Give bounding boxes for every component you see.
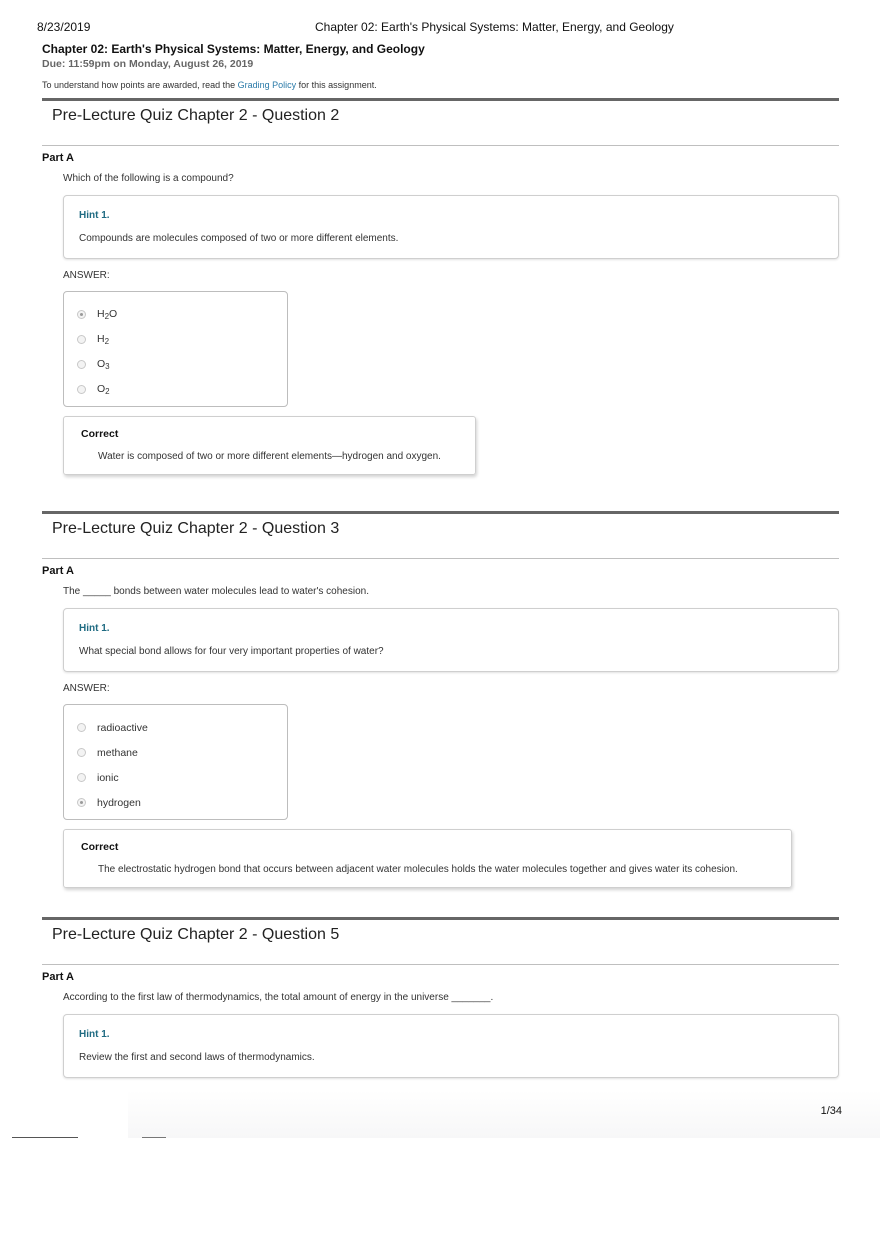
radio-button[interactable] [77, 335, 86, 344]
question-title-rule [42, 145, 839, 146]
question-block [42, 511, 839, 888]
answer-option[interactable] [77, 352, 275, 377]
answer-option[interactable] [77, 377, 275, 402]
page-number: 1/34 [820, 1105, 842, 1117]
footer-fade [128, 1090, 880, 1138]
radio-button-selected[interactable] [77, 310, 86, 319]
answer-options [63, 291, 288, 407]
answer-option[interactable] [77, 765, 275, 790]
answer-option[interactable] [77, 740, 275, 765]
feedback-text: Water is composed of two or more different elements—hydrogen and oxygen. [98, 451, 441, 462]
assignment-title: Chapter 02: Earth's Physical Systems: Matter, Energy, and Geology [42, 42, 425, 56]
grading-policy-link[interactable]: Grading Policy [237, 80, 297, 90]
question-prompt: According to the first law of thermodynamics, the total amount of energy in the universe _______. [63, 992, 494, 1003]
option-label: hydrogen [97, 796, 141, 809]
hint-box[interactable] [63, 195, 839, 259]
hint-text: Compounds are molecules composed of two or more different elements. [79, 233, 399, 244]
question-block [42, 917, 839, 1078]
question-title: Pre-Lecture Quiz Chapter 2 - Question 5 [52, 926, 340, 943]
print-date: 8/23/2019 [37, 20, 91, 34]
feedback-box [63, 829, 792, 888]
feedback-box [63, 416, 476, 475]
question-prompt: Which of the following is a compound? [63, 173, 234, 184]
footer-rule [12, 1137, 78, 1138]
question-title-rule [42, 558, 839, 559]
answer-option[interactable] [77, 715, 275, 740]
hint-text: Review the first and second laws of thermodynamics. [79, 1052, 315, 1063]
radio-button[interactable] [77, 385, 86, 394]
footer-rule [142, 1137, 166, 1138]
hint-label[interactable]: Hint 1. [79, 1029, 110, 1040]
question-block [42, 98, 839, 475]
radio-button-selected[interactable] [77, 798, 86, 807]
hint-box[interactable] [63, 1014, 839, 1078]
part-label: Part A [42, 971, 74, 983]
option-label: $O_2$ [97, 383, 110, 396]
grading-policy-note [42, 80, 377, 90]
option-label: $O_3$ [97, 358, 110, 371]
question-prompt: The _____ bonds between water molecules lead to water's cohesion. [63, 586, 369, 597]
hint-text: What special bond allows for four very important properties of water? [79, 646, 384, 657]
policy-suffix: for this assignment. [296, 80, 377, 90]
feedback-label: Correct [81, 428, 119, 440]
question-title: Pre-Lecture Quiz Chapter 2 - Question 3 [52, 520, 340, 537]
print-title: Chapter 02: Earth's Physical Systems: Matter, Energy, and Geology [315, 20, 674, 34]
print-header [37, 20, 880, 36]
hint-label[interactable]: Hint 1. [79, 210, 110, 221]
radio-button[interactable] [77, 748, 86, 757]
question-title-rule [42, 964, 839, 965]
radio-button[interactable] [77, 360, 86, 369]
option-label: $H_2$ [97, 333, 110, 346]
option-label: methane [97, 746, 138, 759]
radio-button[interactable] [77, 773, 86, 782]
option-label: ionic [97, 771, 119, 784]
option-label: radioactive [97, 721, 148, 734]
answer-option[interactable] [77, 790, 275, 815]
due-date: Due: 11:59pm on Monday, August 26, 2019 [42, 58, 254, 70]
feedback-text: The electrostatic hydrogen bond that occurs between adjacent water molecules holds the water molecules together and gives water its cohesion. [98, 864, 738, 875]
option-label: $H_2O$ [97, 308, 118, 321]
answer-option[interactable] [77, 302, 275, 327]
hint-label[interactable]: Hint 1. [79, 623, 110, 634]
answer-label: ANSWER: [63, 270, 110, 281]
hint-box[interactable] [63, 608, 839, 672]
part-label: Part A [42, 152, 74, 164]
answer-label: ANSWER: [63, 683, 110, 694]
question-title: Pre-Lecture Quiz Chapter 2 - Question 2 [52, 107, 340, 124]
answer-options [63, 704, 288, 820]
policy-prefix: To understand how points are awarded, read the [42, 80, 238, 90]
radio-button[interactable] [77, 723, 86, 732]
answer-option[interactable] [77, 327, 275, 352]
feedback-label: Correct [81, 841, 119, 853]
part-label: Part A [42, 565, 74, 577]
